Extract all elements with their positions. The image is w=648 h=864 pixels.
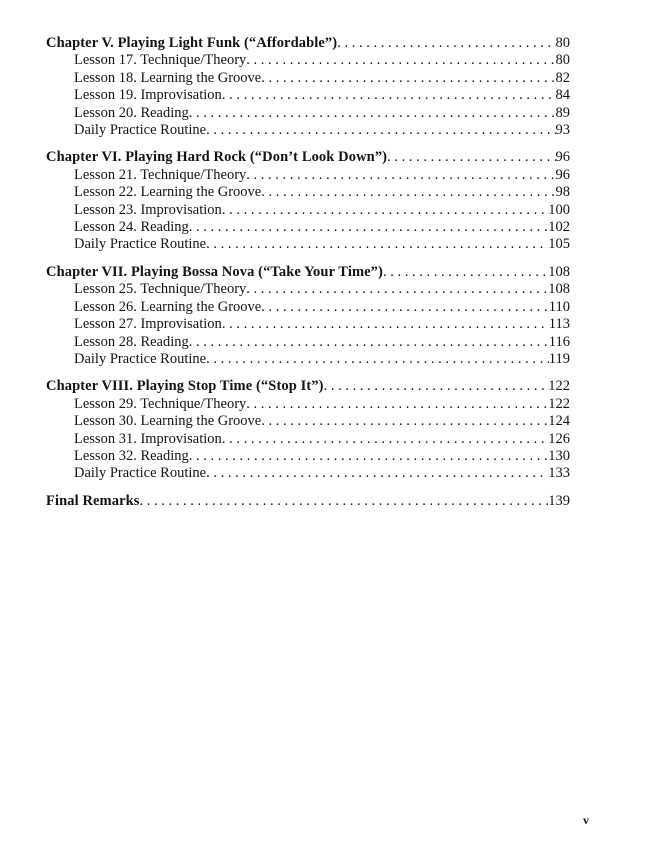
toc-lesson-title: Daily Practice Routine: [74, 465, 207, 482]
toc-lesson-title: Lesson 18. Learning the Groove: [74, 69, 262, 86]
toc-page-number: 93: [555, 122, 570, 139]
toc-lesson-row: [46, 281, 570, 298]
toc-section-chapter-6: [46, 149, 570, 253]
toc-lesson-row: [46, 70, 570, 87]
dot-leader: [246, 167, 555, 184]
dot-leader: [222, 202, 548, 219]
toc-lesson-title: Lesson 17. Technique/Theory: [74, 52, 247, 69]
toc-lesson-row: [46, 236, 570, 253]
toc-page-number: 100: [548, 201, 570, 218]
toc-lesson-row: [46, 122, 570, 139]
toc-chapter-title: Chapter VIII. Playing Stop Time (“Stop It”): [46, 378, 324, 395]
toc-lesson-title: Lesson 22. Learning the Groove: [74, 184, 262, 201]
toc-chapter-title: Chapter VI. Playing Hard Rock (“Don’t Look Down”): [46, 149, 388, 166]
dot-leader: [222, 316, 549, 333]
toc-section-chapter-8: [46, 378, 570, 482]
toc-page-number: 124: [548, 413, 570, 430]
dot-leader: [222, 431, 548, 448]
toc-lesson-title: Lesson 25. Technique/Theory: [74, 281, 247, 298]
dot-leader: [189, 448, 548, 465]
toc-lesson-row: [46, 52, 570, 69]
dot-leader: [246, 52, 555, 69]
dot-leader: [206, 351, 549, 368]
toc-lesson-title: Lesson 19. Improvisation: [74, 87, 222, 104]
toc-lesson-row: [46, 334, 570, 351]
toc-lesson-title: Lesson 32. Reading: [74, 447, 189, 464]
toc-lesson-row: [46, 413, 570, 430]
toc-lesson-title: Lesson 28. Reading: [74, 333, 189, 350]
toc-chapter-row: [46, 493, 570, 510]
toc-page-number: 105: [548, 236, 570, 253]
dot-leader: [261, 184, 555, 201]
dot-leader: [222, 87, 556, 104]
toc-page-number: 89: [555, 104, 570, 121]
toc-lesson-row: [46, 219, 570, 236]
toc-lesson-title: Daily Practice Routine: [74, 236, 207, 253]
toc-lesson-title: Lesson 29. Technique/Theory: [74, 395, 247, 412]
toc-lesson-title: Lesson 20. Reading: [74, 104, 189, 121]
toc-page-number: 113: [548, 316, 570, 333]
toc-lesson-row: [46, 316, 570, 333]
dot-leader: [261, 413, 548, 430]
toc-chapter-row: [46, 149, 570, 166]
toc-lesson-row: [46, 351, 570, 368]
toc-page-number: 108: [548, 281, 570, 298]
toc-lesson-title: Lesson 23. Improvisation: [74, 201, 222, 218]
dot-leader: [206, 465, 548, 482]
toc-page-number: 119: [548, 350, 570, 367]
toc-lesson-row: [46, 167, 570, 184]
toc-page-number: 122: [548, 395, 570, 412]
dot-leader: [246, 281, 548, 298]
toc-section-final-remarks: [46, 493, 570, 510]
toc-lesson-title: Lesson 30. Learning the Groove: [74, 413, 262, 430]
toc-page-number: 139: [548, 492, 570, 509]
toc-section-chapter-7: [46, 264, 570, 368]
toc-page-number: 116: [548, 333, 570, 350]
dot-leader: [383, 264, 548, 281]
toc-chapter-row: [46, 378, 570, 395]
toc-lesson-row: [46, 184, 570, 201]
toc-lesson-title: Lesson 31. Improvisation: [74, 430, 222, 447]
dot-leader: [189, 219, 548, 236]
toc-lesson-row: [46, 465, 570, 482]
toc-chapter-title: Final Remarks: [46, 492, 140, 509]
toc-lesson-title: Daily Practice Routine: [74, 122, 207, 139]
toc-page-number: 133: [548, 465, 570, 482]
toc-lesson-title: Daily Practice Routine: [74, 350, 207, 367]
toc-chapter-title: Chapter VII. Playing Bossa Nova (“Take Your Time”): [46, 263, 383, 280]
toc-chapter-row: [46, 264, 570, 281]
toc-lesson-row: [46, 87, 570, 104]
toc-page-number: 84: [555, 87, 570, 104]
dot-leader: [387, 149, 555, 166]
page-folio: v: [583, 813, 589, 827]
toc-lesson-row: [46, 299, 570, 316]
dot-leader: [206, 236, 548, 253]
toc-page-number: 110: [548, 298, 570, 315]
toc-page-number: 82: [555, 69, 570, 86]
toc-lesson-title: Lesson 26. Learning the Groove: [74, 298, 262, 315]
toc-page-number: 108: [548, 263, 570, 280]
dot-leader: [261, 299, 549, 316]
toc-lesson-row: [46, 396, 570, 413]
toc-chapter-title: Chapter V. Playing Light Funk (“Affordable”): [46, 35, 338, 51]
dot-leader: [261, 70, 555, 87]
dot-leader: [206, 122, 555, 139]
toc-page-number: 80: [555, 52, 570, 69]
toc-lesson-row: [46, 202, 570, 219]
toc-lesson-title: Lesson 27. Improvisation: [74, 316, 222, 333]
toc-lesson-title: Lesson 21. Technique/Theory: [74, 166, 247, 183]
toc-lesson-row: [46, 105, 570, 122]
dot-leader: [324, 378, 549, 395]
table-of-contents: [46, 35, 570, 520]
dot-leader: [246, 396, 548, 413]
toc-page-number: 122: [548, 378, 570, 395]
toc-chapter-row: [46, 35, 570, 52]
toc-page-number: 80: [555, 35, 570, 51]
toc-lesson-title: Lesson 24. Reading: [74, 219, 189, 236]
toc-lesson-row: [46, 431, 570, 448]
toc-lesson-row: [46, 448, 570, 465]
dot-leader: [337, 35, 555, 52]
toc-page-number: 102: [548, 219, 570, 236]
toc-section-chapter-5: [46, 35, 570, 139]
toc-page-number: 130: [548, 447, 570, 464]
toc-page-number: 126: [548, 430, 570, 447]
toc-page-number: 96: [555, 166, 570, 183]
toc-page-number: 98: [555, 184, 570, 201]
toc-page-number: 96: [555, 149, 570, 166]
dot-leader: [189, 334, 549, 351]
dot-leader: [140, 493, 549, 510]
dot-leader: [189, 105, 556, 122]
